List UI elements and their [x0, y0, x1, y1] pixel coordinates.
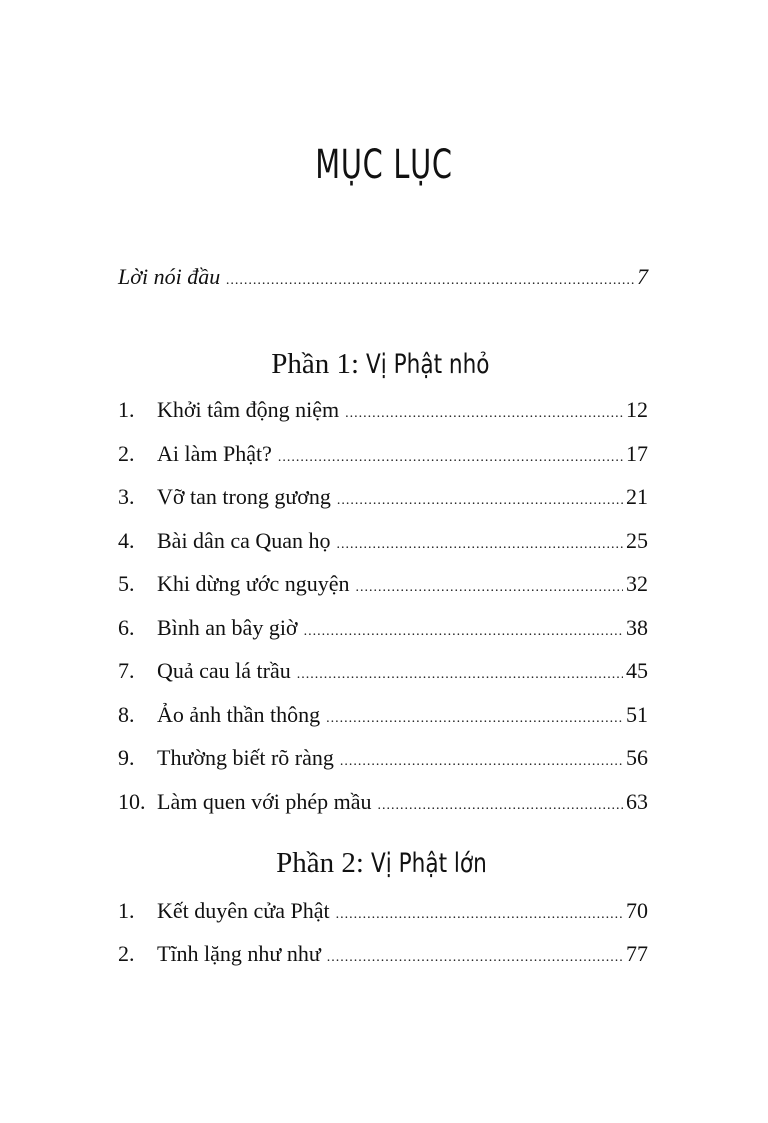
page-title: MỤC LỤC — [315, 142, 453, 188]
toc-entry[interactable] — [118, 654, 648, 688]
part-name: Vị Phật lớn — [371, 848, 487, 879]
toc-entry-page: 17 — [626, 441, 648, 466]
toc-entry-page: 32 — [626, 571, 648, 596]
part-prefix: Phần 1: — [271, 348, 360, 380]
dot-leader — [377, 789, 623, 823]
toc-entry-title: Tĩnh lặng như như — [157, 941, 321, 966]
toc-entry-number: 7. — [118, 658, 135, 683]
dot-leader — [337, 528, 624, 562]
toc-entry-page: 21 — [626, 484, 648, 509]
toc-entry-page: 51 — [626, 702, 648, 727]
dot-leader — [337, 484, 623, 518]
dot-leader — [340, 745, 623, 779]
toc-entry-number: 8. — [118, 702, 135, 727]
toc-entry-page: 77 — [626, 941, 648, 966]
toc-entry-page: 12 — [626, 397, 648, 422]
toc-entry-number: 6. — [118, 615, 135, 640]
toc-entry-title: Bài dân ca Quan họ — [157, 528, 331, 553]
dot-leader — [304, 615, 623, 649]
toc-entry[interactable] — [118, 937, 648, 971]
toc-entry-page: 7 — [637, 264, 648, 289]
part-name: Vị Phật nhỏ — [366, 349, 490, 380]
toc-entry-page: 63 — [626, 789, 648, 814]
toc-entry-title: Bình an bây giờ — [157, 615, 298, 640]
toc-entry[interactable] — [118, 567, 648, 601]
toc-entry-title: Vỡ tan trong gương — [157, 484, 331, 509]
toc-entry-page: 70 — [626, 898, 648, 923]
part-heading-2 — [0, 843, 768, 884]
part-prefix: Phần 2: — [276, 847, 364, 879]
toc-entry-preface[interactable] — [118, 260, 648, 294]
toc-entry-page: 45 — [626, 658, 648, 683]
toc-entry-number: 2. — [118, 941, 135, 966]
toc-entry-number: 5. — [118, 571, 135, 596]
dot-leader — [278, 441, 623, 475]
toc-entry-number: 3. — [118, 484, 135, 509]
part-heading-1 — [0, 344, 768, 385]
toc-entry-title: Kết duyên cửa Phật — [157, 898, 330, 923]
toc-entry[interactable] — [118, 393, 648, 427]
toc-entry-number: 1. — [118, 898, 135, 923]
toc-entry[interactable] — [118, 480, 648, 514]
toc-entry-title: Ai làm Phật? — [157, 441, 272, 466]
toc-entry[interactable] — [118, 785, 648, 819]
toc-entry-title: Quả cau lá trầu — [157, 658, 291, 683]
toc-entry[interactable] — [118, 698, 648, 732]
toc-entry[interactable] — [118, 741, 648, 775]
toc-entry-number: 4. — [118, 528, 135, 553]
toc-entry-page: 56 — [626, 745, 648, 770]
toc-entry[interactable] — [118, 894, 648, 928]
toc-entry-number: 1. — [118, 397, 135, 422]
dot-leader — [327, 941, 623, 975]
toc-entry-page: 25 — [626, 528, 648, 553]
toc-entry-title: Khi dừng ước nguyện — [157, 571, 350, 596]
toc-entry-title: Khởi tâm động niệm — [157, 397, 340, 422]
toc-entry-page: 38 — [626, 615, 648, 640]
toc-entry-number: 2. — [118, 441, 135, 466]
toc-entry[interactable] — [118, 611, 648, 645]
toc-entry-number: 9. — [118, 745, 135, 770]
toc-entry-number: 10. — [118, 789, 146, 814]
dot-leader — [336, 898, 623, 932]
toc-entry-title: Làm quen với phép mầu — [157, 789, 372, 814]
dot-leader — [345, 397, 623, 431]
toc-entry-title: Ảo ảnh thần thông — [157, 702, 321, 727]
dot-leader — [356, 571, 623, 605]
dot-leader — [326, 702, 623, 736]
toc-entry[interactable] — [118, 437, 648, 471]
toc-entry-title: Lời nói đầu — [118, 264, 221, 289]
dot-leader — [297, 658, 623, 692]
toc-entry[interactable] — [118, 524, 648, 558]
dot-leader — [226, 264, 634, 298]
toc-entry-title: Thường biết rõ ràng — [157, 745, 334, 770]
